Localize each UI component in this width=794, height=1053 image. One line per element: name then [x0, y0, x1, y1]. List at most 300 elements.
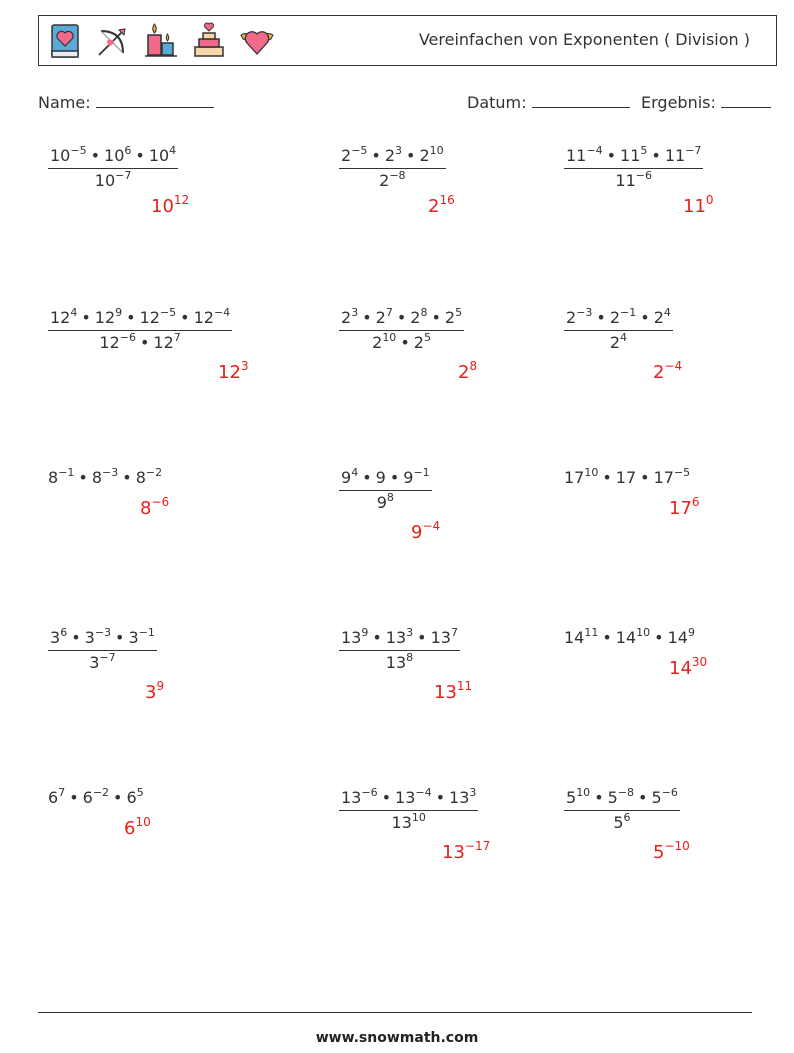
power-term	[95, 308, 122, 327]
answer-5	[458, 359, 478, 383]
power-base: 9	[375, 468, 386, 487]
numerator	[339, 306, 464, 331]
footer-url: www.snowmath.com	[315, 1030, 479, 1046]
power-term	[83, 788, 109, 807]
multiply-dot: •	[389, 468, 400, 487]
power-exponent: 8	[406, 651, 414, 664]
multiply-dot: •	[417, 628, 427, 647]
power-exponent: 4	[70, 306, 78, 319]
power-exponent: −4	[213, 306, 231, 319]
power-exponent: 10	[576, 786, 591, 799]
fraction	[339, 466, 432, 512]
power-base: 17	[615, 468, 637, 487]
power-term	[341, 146, 367, 165]
power-exponent: 3	[395, 144, 403, 157]
power-exponent: −3	[576, 306, 593, 319]
power-base: 13	[430, 628, 451, 647]
power-base: 2	[413, 333, 424, 352]
power-term	[194, 308, 231, 327]
multiply-dot: •	[400, 333, 410, 352]
power-term	[48, 468, 74, 487]
answer-exponent: −17	[464, 839, 491, 853]
answer-4	[218, 359, 249, 383]
answer-base: 3	[145, 682, 157, 703]
power-term	[99, 333, 136, 352]
power-exponent: −1	[58, 466, 75, 479]
power-base: 10	[104, 146, 125, 165]
power-term	[89, 653, 115, 672]
power-term	[140, 308, 177, 327]
power-base: 2	[384, 146, 396, 165]
power-term	[136, 468, 162, 487]
power-base: 13	[341, 788, 362, 807]
power-exponent: −8	[617, 786, 635, 799]
power-base: 12	[50, 308, 71, 327]
power-base: 2	[410, 308, 421, 327]
date-field[interactable]	[467, 92, 630, 112]
date-line[interactable]	[532, 92, 630, 108]
result-field[interactable]	[641, 92, 771, 112]
power-exponent: 3	[351, 306, 359, 319]
power-base: 5	[566, 788, 577, 807]
power-term	[376, 468, 386, 487]
power-base: 2	[609, 333, 621, 352]
answer-base: 13	[442, 842, 465, 863]
multiply-dot: •	[135, 146, 145, 165]
multiply-dot: •	[180, 308, 190, 327]
answer-exponent: −6	[151, 495, 170, 509]
power-base: 6	[126, 788, 137, 807]
power-base: 2	[653, 308, 664, 327]
problem-13	[48, 786, 144, 807]
power-exponent: −5	[351, 144, 368, 157]
answer-exponent: −4	[664, 359, 683, 373]
power-base: 10	[148, 146, 170, 165]
power-exponent: −7	[685, 144, 702, 157]
power-exponent: −5	[70, 144, 87, 157]
power-base: 13	[385, 653, 407, 672]
multiply-dot: •	[126, 308, 136, 327]
answer-exponent: 12	[173, 193, 190, 207]
power-exponent: 3	[406, 626, 414, 639]
power-term	[610, 308, 636, 327]
name-field[interactable]	[38, 92, 214, 112]
numerator	[339, 144, 446, 169]
problem-1	[48, 144, 178, 190]
power-exponent: −5	[673, 466, 691, 479]
multiply-dot: •	[638, 788, 648, 807]
answer-base: 12	[218, 362, 241, 383]
answer-exponent: 3	[240, 359, 249, 373]
power-term	[419, 146, 443, 165]
power-exponent: 5	[640, 144, 648, 157]
multiply-dot: •	[122, 468, 132, 487]
candles-icon	[141, 21, 181, 61]
power-term	[616, 628, 650, 647]
multiply-dot: •	[139, 333, 150, 352]
power-term	[50, 308, 77, 327]
power-exponent: −2	[92, 786, 110, 799]
power-term	[449, 788, 476, 807]
power-exponent: 8	[386, 491, 394, 504]
numerator	[339, 786, 478, 811]
multiply-dot: •	[71, 628, 81, 647]
power-base: 2	[375, 308, 386, 327]
fraction	[339, 144, 446, 190]
power-term	[379, 171, 405, 190]
power-base: 14	[564, 628, 585, 647]
power-base: 6	[82, 788, 93, 807]
power-exponent: 6	[623, 811, 631, 824]
power-base: 2	[444, 308, 456, 327]
denominator	[564, 331, 673, 351]
problem-7	[48, 466, 163, 487]
multiply-dot: •	[594, 788, 604, 807]
problem-3	[564, 144, 703, 190]
answer-10	[145, 679, 165, 703]
power-exponent: 4	[620, 331, 628, 344]
multiply-dot: •	[381, 788, 392, 807]
numerator	[339, 466, 432, 491]
power-term	[566, 308, 592, 327]
power-base: 2	[372, 333, 383, 352]
answer-base: 10	[151, 196, 174, 217]
power-exponent: 3	[469, 786, 477, 799]
answer-exponent: 9	[156, 679, 165, 693]
expression	[48, 468, 162, 487]
answer-exponent: 0	[705, 193, 714, 207]
multiply-dot: •	[435, 788, 446, 807]
power-base: 17	[653, 468, 674, 487]
power-exponent: −6	[119, 331, 136, 344]
answer-base: 17	[669, 498, 692, 519]
multiply-dot: •	[396, 308, 407, 327]
fraction	[48, 144, 178, 190]
power-exponent: 4	[663, 306, 671, 319]
answer-base: 2	[458, 362, 470, 383]
problem-8	[339, 466, 432, 512]
power-term	[403, 468, 429, 487]
answer-9	[669, 495, 700, 519]
power-base: 12	[99, 333, 120, 352]
power-exponent: −4	[415, 786, 432, 799]
problem-4	[48, 306, 232, 352]
power-exponent: −7	[99, 651, 116, 664]
fraction	[48, 626, 157, 672]
power-exponent: −1	[413, 466, 430, 479]
power-base: 5	[651, 788, 662, 807]
power-base: 12	[153, 333, 174, 352]
multiply-dot: •	[651, 146, 661, 165]
power-term	[668, 628, 695, 647]
multiply-dot: •	[362, 468, 372, 487]
denominator	[48, 651, 157, 671]
power-base: 3	[128, 628, 139, 647]
fraction	[339, 306, 464, 352]
power-base: 13	[395, 788, 416, 807]
answer-3	[683, 193, 714, 217]
cake-icon	[189, 21, 229, 61]
answer-13	[124, 815, 151, 839]
answer-base: 2	[428, 196, 440, 217]
problem-6	[564, 306, 673, 352]
denominator	[48, 331, 232, 351]
problem-15	[564, 786, 680, 832]
multiply-dot: •	[406, 146, 416, 165]
power-term	[95, 171, 132, 190]
fraction	[339, 626, 460, 672]
power-exponent: −6	[361, 786, 378, 799]
power-base: 8	[91, 468, 103, 487]
power-exponent: 8	[420, 306, 428, 319]
power-exponent: 9	[115, 306, 123, 319]
multiply-dot: •	[78, 468, 88, 487]
power-exponent: −6	[661, 786, 678, 799]
denominator	[339, 651, 460, 671]
problem-9	[564, 466, 691, 487]
bow-arrow-icon	[93, 21, 133, 61]
power-term	[616, 468, 636, 487]
power-term	[564, 468, 598, 487]
power-base: 13	[449, 788, 470, 807]
power-exponent: 10	[429, 144, 444, 157]
power-term	[50, 146, 87, 165]
power-term	[566, 146, 603, 165]
power-exponent: −1	[620, 306, 637, 319]
answer-exponent: 10	[135, 815, 151, 829]
power-base: 13	[341, 628, 362, 647]
power-term	[392, 813, 426, 832]
power-exponent: 10	[382, 331, 397, 344]
answer-base: 6	[124, 818, 136, 839]
power-base: 2	[566, 308, 577, 327]
multiply-dot: •	[606, 146, 617, 165]
answer-7	[140, 495, 170, 519]
power-exponent: 6	[60, 626, 68, 639]
power-base: 8	[135, 468, 146, 487]
denominator	[339, 169, 446, 189]
power-base: 12	[193, 308, 214, 327]
problem-11	[339, 626, 460, 672]
power-exponent: −1	[138, 626, 155, 639]
power-term	[376, 308, 393, 327]
power-base: 9	[376, 493, 387, 512]
expression	[564, 628, 695, 647]
multiply-dot: •	[69, 788, 79, 807]
power-term	[414, 333, 431, 352]
power-exponent: −3	[94, 626, 112, 639]
power-term	[149, 146, 176, 165]
numerator	[339, 626, 460, 651]
expression	[564, 468, 690, 487]
numerator	[48, 626, 157, 651]
result-line[interactable]	[721, 92, 771, 108]
power-term	[126, 788, 143, 807]
answer-8	[411, 519, 441, 543]
power-term	[85, 628, 111, 647]
worksheet-title: Vereinfachen von Exponenten ( Division )	[418, 30, 750, 49]
power-base: 10	[94, 171, 116, 190]
answer-base: 13	[434, 682, 457, 703]
fraction	[564, 786, 680, 832]
problem-14	[339, 786, 478, 832]
power-term	[50, 628, 67, 647]
multiply-dot: •	[90, 146, 101, 165]
answer-base: 11	[683, 196, 706, 217]
power-base: 3	[84, 628, 95, 647]
power-term	[48, 788, 65, 807]
power-term	[615, 171, 652, 190]
power-term	[341, 628, 368, 647]
power-term	[410, 308, 427, 327]
multiply-dot: •	[115, 628, 125, 647]
power-term	[665, 146, 702, 165]
header-icons	[45, 21, 277, 61]
power-base: 2	[341, 308, 352, 327]
power-term	[128, 628, 154, 647]
power-exponent: 7	[58, 786, 66, 799]
power-exponent: −5	[159, 306, 177, 319]
power-term	[651, 788, 677, 807]
answer-base: 8	[140, 498, 152, 519]
power-exponent: 9	[361, 626, 369, 639]
name-label: Name:	[38, 93, 91, 112]
power-exponent: 10	[411, 811, 426, 824]
power-exponent: 5	[455, 306, 463, 319]
numerator	[48, 144, 178, 169]
multiply-dot: •	[362, 308, 372, 327]
problem-5	[339, 306, 464, 352]
power-base: 10	[50, 146, 71, 165]
power-term	[92, 468, 118, 487]
name-line[interactable]	[96, 92, 214, 108]
multiply-dot: •	[654, 628, 664, 647]
denominator	[339, 811, 478, 831]
fraction	[564, 144, 703, 190]
problem-12	[564, 626, 695, 647]
power-exponent: 6	[124, 144, 132, 157]
power-exponent: 9	[687, 626, 695, 639]
power-term	[445, 308, 462, 327]
winged-heart-icon	[237, 21, 277, 61]
power-base: 3	[89, 653, 100, 672]
power-base: 2	[419, 146, 430, 165]
problem-2	[339, 144, 446, 190]
worksheet-header	[38, 15, 777, 66]
denominator	[339, 491, 432, 511]
date-label: Datum:	[467, 93, 527, 112]
power-base: 5	[607, 788, 618, 807]
multiply-dot: •	[431, 308, 441, 327]
answer-2	[428, 193, 455, 217]
power-exponent: 4	[169, 144, 177, 157]
multiply-dot: •	[596, 308, 606, 327]
power-exponent: 5	[423, 331, 431, 344]
answer-14	[442, 839, 491, 863]
denominator	[564, 811, 680, 831]
power-exponent: 7	[173, 331, 181, 344]
multiply-dot: •	[113, 788, 123, 807]
answer-exponent: 8	[469, 359, 478, 373]
footer-divider	[38, 1012, 752, 1013]
answer-exponent: 11	[456, 679, 473, 693]
power-base: 11	[620, 146, 641, 165]
answer-base: 5	[653, 842, 665, 863]
power-base: 17	[564, 468, 585, 487]
power-exponent: −2	[145, 466, 163, 479]
result-label: Ergebnis:	[641, 93, 716, 112]
answer-exponent: 30	[691, 655, 708, 669]
power-term	[654, 308, 671, 327]
multiply-dot: •	[81, 308, 91, 327]
numerator	[564, 306, 673, 331]
numerator	[48, 306, 232, 331]
power-exponent: −8	[389, 169, 406, 182]
denominator	[564, 169, 703, 189]
power-term	[395, 788, 432, 807]
book-heart-icon	[45, 21, 85, 61]
power-base: 8	[48, 468, 59, 487]
denominator	[339, 331, 464, 351]
answer-exponent: 6	[691, 495, 700, 509]
answer-6	[653, 359, 683, 383]
power-term	[104, 146, 131, 165]
fraction	[564, 306, 673, 352]
answer-base: 2	[653, 362, 665, 383]
power-base: 11	[664, 146, 686, 165]
power-term	[341, 788, 378, 807]
power-exponent: 7	[385, 306, 393, 319]
power-term	[608, 788, 634, 807]
power-base: 9	[403, 468, 414, 487]
power-term	[613, 813, 630, 832]
answer-1	[151, 193, 190, 217]
multiply-dot: •	[602, 468, 612, 487]
power-term	[566, 788, 590, 807]
multiply-dot: •	[640, 468, 650, 487]
power-base: 6	[48, 788, 59, 807]
answer-11	[434, 679, 473, 703]
power-base: 12	[139, 308, 160, 327]
power-term	[386, 628, 413, 647]
power-exponent: 5	[136, 786, 144, 799]
power-base: 2	[609, 308, 621, 327]
power-term	[341, 468, 358, 487]
power-base: 5	[613, 813, 624, 832]
power-exponent: 7	[450, 626, 458, 639]
power-exponent: 10	[636, 626, 651, 639]
power-term	[431, 628, 458, 647]
answer-exponent: −4	[422, 519, 441, 533]
answer-base: 14	[669, 658, 692, 679]
power-term	[386, 653, 413, 672]
power-term	[153, 333, 180, 352]
numerator	[564, 144, 703, 169]
power-term	[620, 146, 647, 165]
power-base: 3	[50, 628, 61, 647]
power-exponent: 10	[584, 466, 599, 479]
answer-base: 9	[411, 522, 423, 543]
answer-exponent: 16	[439, 193, 455, 207]
multiply-dot: •	[371, 146, 381, 165]
power-base: 14	[667, 628, 688, 647]
power-exponent: −3	[102, 466, 119, 479]
answer-12	[669, 655, 708, 679]
power-exponent: 11	[584, 626, 599, 639]
power-base: 14	[615, 628, 637, 647]
problem-10	[48, 626, 157, 672]
power-term	[372, 333, 396, 352]
